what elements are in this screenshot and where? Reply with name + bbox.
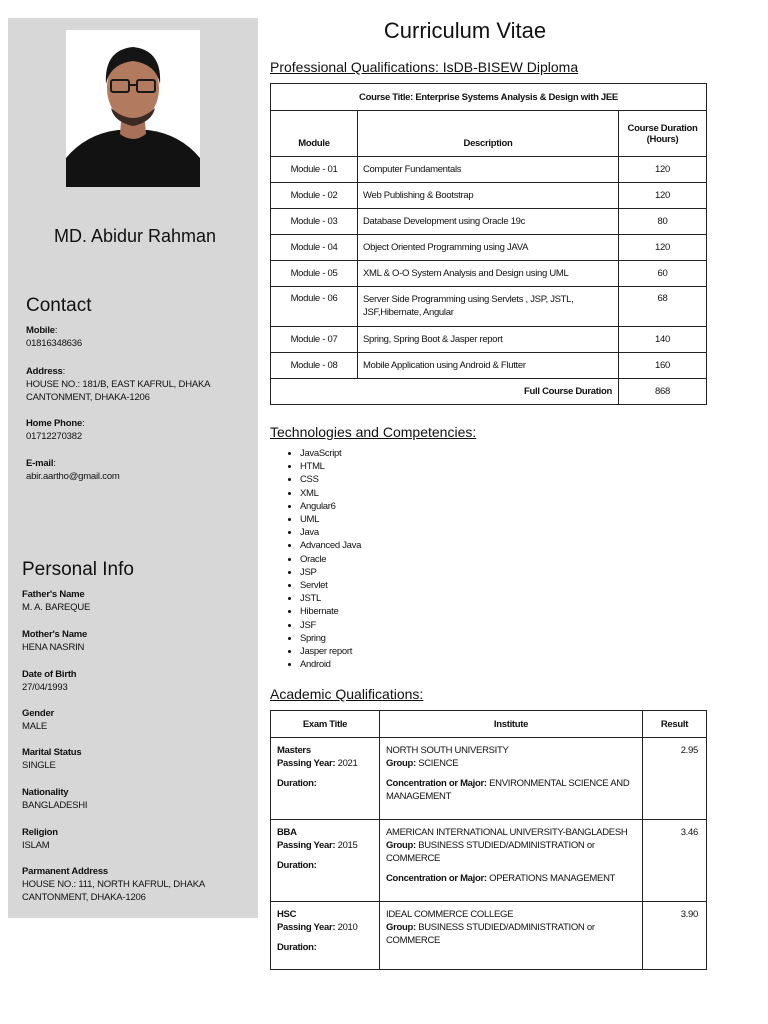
table-row (271, 353, 707, 379)
address-label: Address (26, 366, 63, 377)
group-label: Group: (386, 758, 416, 769)
nationality-field (22, 786, 252, 812)
list-item: • Spring (300, 632, 361, 645)
group-value-line2: COMMERCE (386, 935, 441, 946)
module-cell: Module - 06 (271, 287, 358, 327)
passing-year-label: Passing Year: (277, 922, 336, 933)
address-line1: HOUSE NO.: 181/B, EAST KAFRUL, DHAKA (26, 379, 211, 390)
contact-heading: Contact (26, 295, 92, 316)
field-value: M. A. BAREQUE (22, 602, 91, 613)
professional-qualifications-heading: Professional Qualifications: IsDB-BISEW Diploma (270, 59, 579, 75)
field-value: SINGLE (22, 760, 56, 771)
list-item: • JSTL (300, 592, 361, 605)
mobile-value: 01816348636 (26, 338, 82, 349)
duration-header (619, 111, 707, 157)
table-row (271, 902, 707, 970)
address-field: Address: HOUSE NO.: 181/B, EAST KAFRUL, DHAKA CANTONMENT, DHAKA-1206 (26, 366, 211, 403)
exam-cell (271, 738, 380, 820)
description-line2: JSF,Hibernate, Angular (363, 307, 454, 318)
duration-label: Duration: (277, 942, 317, 953)
institute-name: IDEAL COMMERCE COLLEGE (386, 909, 514, 920)
field-label: Father's Name (22, 589, 85, 600)
mobile-label: Mobile (26, 325, 55, 336)
home-phone-value: 01712270382 (26, 431, 82, 442)
description-cell: Computer Fundamentals (358, 157, 619, 183)
marital-status-field (22, 746, 252, 772)
table-row (271, 287, 707, 327)
list-item: • Java (300, 526, 361, 539)
field-label: Religion (22, 827, 58, 838)
module-cell: Module - 01 (271, 157, 358, 183)
hours-cell: 160 (619, 353, 707, 379)
exam-title: BBA (277, 827, 297, 838)
description-cell (358, 287, 619, 327)
description-header: Description (358, 111, 619, 157)
mothers-name-field (22, 628, 252, 654)
sidebar (8, 18, 258, 918)
field-value: 27/04/1993 (22, 682, 68, 693)
mobile-field: Mobile: 01816348636 (26, 325, 82, 349)
total-hours: 868 (619, 379, 707, 405)
description-cell: Database Development using Oracle 19c (358, 209, 619, 235)
result-cell: 3.90 (643, 902, 707, 970)
field-value: BANGLADESHI (22, 800, 88, 811)
field-label: Date of Birth (22, 669, 77, 680)
course-title: Course Title: Enterprise Systems Analysis & Design with JEE (271, 84, 707, 111)
profile-photo (66, 30, 200, 187)
list-item: • Angular6 (300, 500, 361, 513)
field-label: Mother's Name (22, 629, 88, 640)
fathers-name-field (22, 588, 252, 614)
exam-cell (271, 820, 380, 902)
module-cell: Module - 03 (271, 209, 358, 235)
major-label: Concentration or Major: (386, 873, 487, 884)
field-label: Nationality (22, 787, 69, 798)
result-header: Result (643, 711, 707, 738)
hours-cell: 120 (619, 157, 707, 183)
list-item: • JSP (300, 566, 361, 579)
address-line2: CANTONMENT, DHAKA-1206 (26, 392, 150, 403)
table-row (271, 157, 707, 183)
religion-field (22, 826, 252, 852)
institute-name: AMERICAN INTERNATIONAL UNIVERSITY-BANGLADESH (386, 827, 628, 838)
table-row (271, 183, 707, 209)
institute-cell (380, 820, 643, 902)
list-item: • XML (300, 487, 361, 500)
field-label: Marital Status (22, 747, 82, 758)
description-line1: Server Side Programming using Servlets , JSP, JSTL, (363, 294, 574, 305)
hours-cell: 68 (619, 287, 707, 327)
exam-title: HSC (277, 909, 297, 920)
hours-cell: 120 (619, 235, 707, 261)
table-row (271, 209, 707, 235)
person-name: MD. Abidur Rahman (53, 226, 217, 246)
email-label: E-mail (26, 458, 54, 469)
description-cell: Web Publishing & Bootstrap (358, 183, 619, 209)
group-value: BUSINESS STUDIED/ADMINISTRATION or (418, 922, 595, 933)
module-header: Module (271, 111, 358, 157)
description-cell: Mobile Application using Android & Flutter (358, 353, 619, 379)
module-cell: Module - 04 (271, 235, 358, 261)
result-cell: 2.95 (643, 738, 707, 820)
list-item: • JSF (300, 619, 361, 632)
permanent-address-field (22, 865, 252, 904)
field-value-line2: CANTONMENT, DHAKA-1206 (22, 892, 146, 903)
description-cell: Spring, Spring Boot & Jasper report (358, 327, 619, 353)
field-label: Gender (22, 708, 55, 719)
list-item: • Servlet (300, 579, 361, 592)
list-item: • Oracle (300, 553, 361, 566)
table-row (271, 820, 707, 902)
duration-header-line1: Course Duration (627, 122, 698, 134)
passing-year: 2010 (337, 922, 358, 933)
duration-header-line2: (Hours) (646, 133, 679, 145)
table-row (271, 235, 707, 261)
module-cell: Module - 05 (271, 261, 358, 287)
group-value: SCIENCE (418, 758, 459, 769)
total-row (271, 379, 707, 405)
table-row (271, 738, 707, 820)
institute-header: Institute (380, 711, 643, 738)
field-value: HOUSE NO.: 111, NORTH KAFRUL, DHAKA (22, 879, 206, 890)
technologies-heading: Technologies and Competencies: (270, 424, 477, 440)
group-value-line2: COMMERCE (386, 853, 441, 864)
institute-name: NORTH SOUTH UNIVERSITY (386, 745, 509, 756)
group-label: Group: (386, 840, 416, 851)
exam-title: Masters (277, 745, 311, 756)
hours-cell: 140 (619, 327, 707, 353)
passing-year: 2021 (337, 758, 358, 769)
major-label: Concentration or Major: (386, 778, 487, 789)
list-item: • Hibernate (300, 605, 361, 618)
description-cell: Object Oriented Programming using JAVA (358, 235, 619, 261)
module-cell: Module - 07 (271, 327, 358, 353)
date-of-birth-field (22, 668, 252, 694)
passing-year: 2015 (337, 840, 358, 851)
list-item: • JavaScript (300, 447, 361, 460)
table-row (271, 261, 707, 287)
exam-cell (271, 902, 380, 970)
email-field: E-mail: abir.aartho@gmail.com (26, 458, 120, 482)
major-value-line2: MANAGEMENT (386, 791, 452, 802)
duration-label: Duration: (277, 860, 317, 871)
email-value: abir.aartho@gmail.com (26, 471, 120, 482)
result-cell: 3.46 (643, 820, 707, 902)
list-item: • CSS (300, 473, 361, 486)
academic-qualifications-heading: Academic Qualifications: (270, 686, 424, 702)
gender-field (22, 707, 252, 733)
table-row (271, 327, 707, 353)
institute-cell (380, 738, 643, 820)
description-cell: XML & O-O System Analysis and Design using UML (358, 261, 619, 287)
field-label: Parmanent Address (22, 866, 109, 877)
field-value: MALE (22, 721, 48, 732)
home-phone-field: Home Phone: 01712270382 (26, 418, 85, 442)
list-item: • HTML (300, 460, 361, 473)
duration-label: Duration: (277, 778, 317, 789)
major-value: OPERATIONS MANAGEMENT (489, 873, 616, 884)
list-item: • Jasper report (300, 645, 361, 658)
hours-cell: 80 (619, 209, 707, 235)
list-item: • Advanced Java (300, 539, 361, 552)
course-table (270, 83, 707, 405)
field-value: ISLAM (22, 840, 50, 851)
module-cell: Module - 08 (271, 353, 358, 379)
technologies-list (282, 447, 361, 671)
group-value: BUSINESS STUDIED/ADMINISTRATION or (418, 840, 595, 851)
exam-header: Exam Title (271, 711, 380, 738)
field-value: HENA NASRIN (22, 642, 85, 653)
list-item: • Android (300, 658, 361, 671)
academic-table (270, 710, 707, 970)
group-label: Group: (386, 922, 416, 933)
hours-cell: 60 (619, 261, 707, 287)
page-title: Curriculum Vitae (383, 18, 547, 43)
total-label: Full Course Duration (271, 379, 619, 405)
personal-info-heading: Personal Info (22, 559, 134, 580)
passing-year-label: Passing Year: (277, 758, 336, 769)
module-cell: Module - 02 (271, 183, 358, 209)
home-phone-label: Home Phone (26, 418, 83, 429)
passing-year-label: Passing Year: (277, 840, 336, 851)
major-value: ENVIRONMENTAL SCIENCE AND (489, 778, 630, 789)
hours-cell: 120 (619, 183, 707, 209)
list-item: • UML (300, 513, 361, 526)
institute-cell (380, 902, 643, 970)
